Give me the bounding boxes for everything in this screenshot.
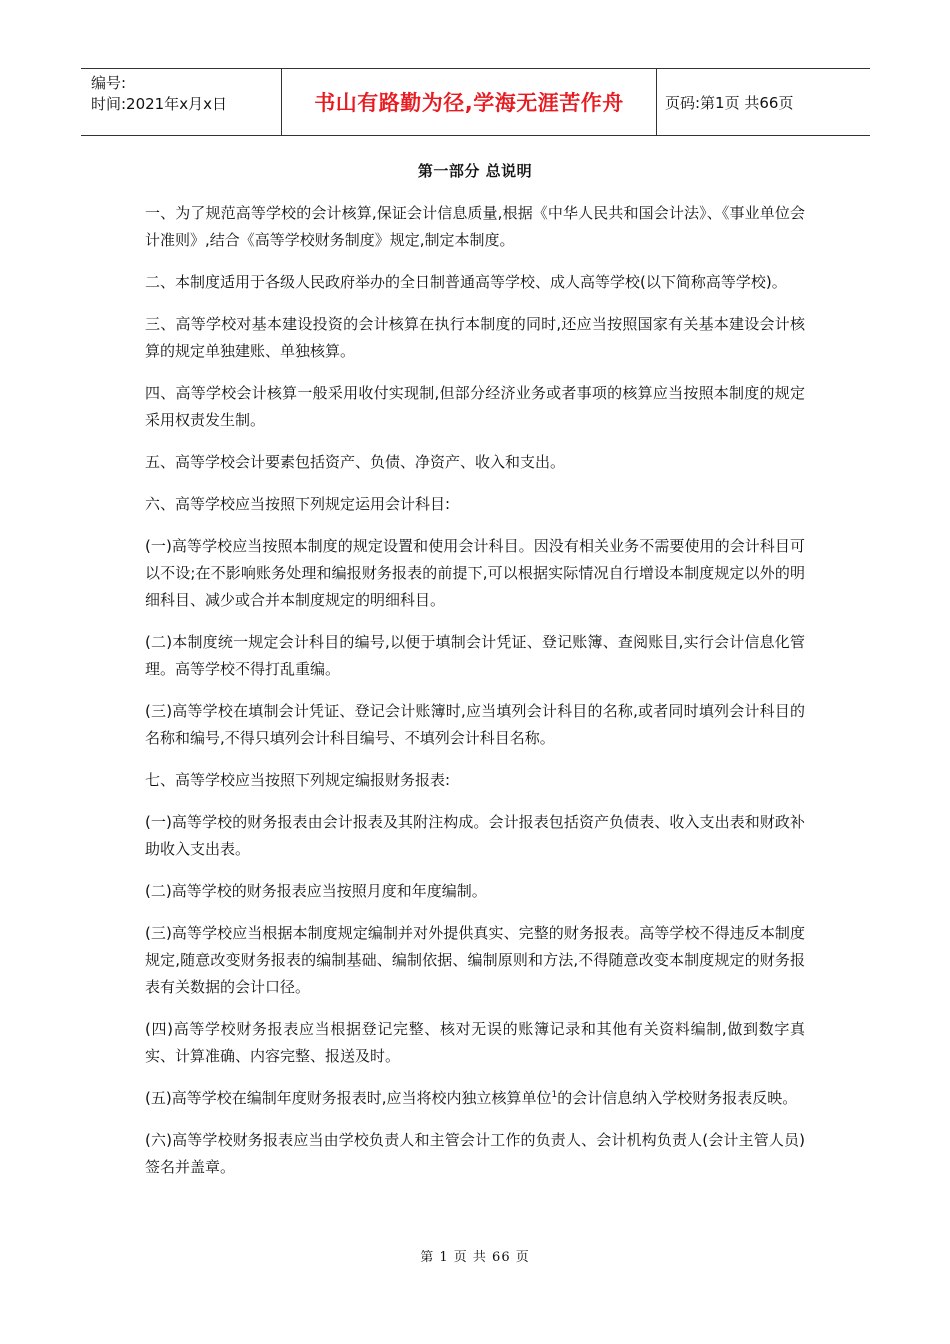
paragraph: 四、高等学校会计核算一般采用收付实现制,但部分经济业务或者事项的核算应当按照本制度的规定采用权责发生制。 — [145, 384, 805, 429]
paragraph: (一)高等学校应当按照本制度的规定设置和使用会计科目。因没有相关业务不需要使用的会计科目可以不设;在不影响账务处理和编报财务报表的前提下,可以根据实际情况自行增设本制度规定以外的明细科目、减少或合并本制度规定的明细科目。 — [145, 537, 805, 609]
header-meta — [81, 69, 282, 135]
paragraph: 三、高等学校对基本建设投资的会计核算在执行本制度的同时,还应当按照国家有关基本建设会计核算的规定单独建账、单独核算。 — [145, 315, 805, 360]
paragraph: (二)高等学校的财务报表应当按照月度和年度编制。 — [145, 882, 487, 900]
page-footer: 第 1 页 共 66 页 — [420, 1250, 530, 1265]
paragraph: (二)本制度统一规定会计科目的编号,以便于填制会计凭证、登记账簿、查阅账目,实行会计信息化管理。高等学校不得打乱重编。 — [145, 633, 805, 678]
paragraph: (四)高等学校财务报表应当根据登记完整、核对无误的账簿记录和其他有关资料编制,做到数字真实、计算准确、内容完整、报送及时。 — [145, 1020, 805, 1065]
paragraph: 六、高等学校应当按照下列规定运用会计科目: — [145, 495, 451, 513]
paragraph-text-before: (五)高等学校在编制年度财务报表时,应当将校内独立核算单位 — [145, 1089, 552, 1107]
paragraph-with-footnote — [145, 1085, 805, 1112]
motto-text: 书山有路勤为径,学海无涯苦作舟 — [314, 91, 624, 115]
document-time-label: 时间:2021年x月x日 — [91, 95, 227, 113]
header-motto-cell — [282, 69, 657, 135]
paragraph: (三)高等学校应当根据本制度规定编制并对外提供真实、完整的财务报表。高等学校不得违反本制度规定,随意改变财务报表的编制基础、编制依据、编制原则和方法,不得随意改变本制度规定的财务报表有关数据的会计口径。 — [145, 924, 805, 996]
page-info-text: 页码:第1页 共66页 — [665, 93, 794, 112]
header-page-info — [657, 69, 870, 135]
paragraph: 二、本制度适用于各级人民政府举办的全日制普通高等学校、成人高等学校(以下简称高等学校)。 — [145, 273, 787, 291]
paragraph: 七、高等学校应当按照下列规定编报财务报表: — [145, 771, 451, 789]
document-number-label: 编号: — [91, 74, 127, 92]
document-header — [81, 68, 870, 136]
document-body — [145, 200, 805, 1196]
section-title: 第一部分 总说明 — [417, 162, 533, 180]
paragraph: 一、为了规范高等学校的会计核算,保证会计信息质量,根据《中华人民共和国会计法》、《事业单位会计准则》,结合《高等学校财务制度》规定,制定本制度。 — [145, 204, 805, 249]
paragraph-text-after: 的会计信息纳入学校财务报表反映。 — [557, 1089, 798, 1107]
footnote-mark: 1 — [551, 1090, 558, 1100]
paragraph: (六)高等学校财务报表应当由学校负责人和主管会计工作的负责人、会计机构负责人(会计主管人员)签名并盖章。 — [145, 1131, 805, 1176]
paragraph: (三)高等学校在填制会计凭证、登记会计账簿时,应当填列会计科目的名称,或者同时填列会计科目的名称和编号,不得只填列会计科目编号、不填列会计科目名称。 — [145, 702, 805, 747]
paragraph: 五、高等学校会计要素包括资产、负债、净资产、收入和支出。 — [145, 453, 566, 471]
paragraph: (一)高等学校的财务报表由会计报表及其附注构成。会计报表包括资产负债表、收入支出表和财政补助收入支出表。 — [145, 813, 805, 858]
